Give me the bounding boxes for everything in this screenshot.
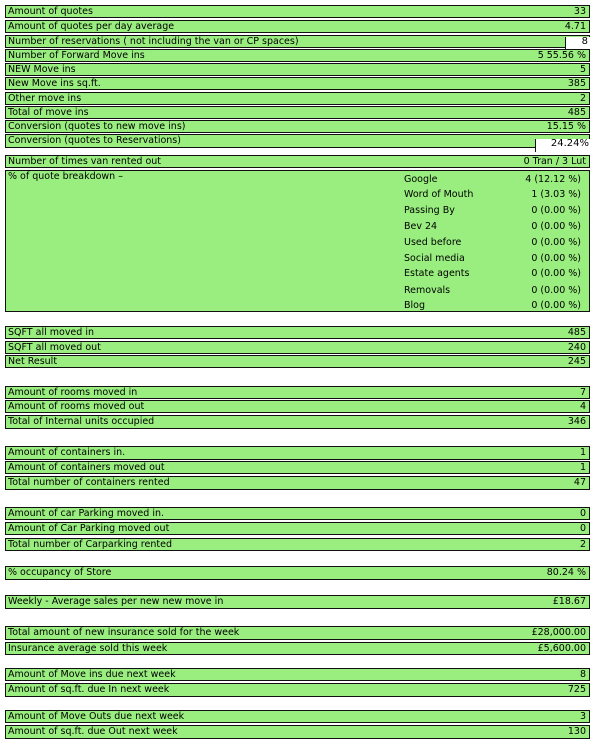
table-row <box>5 626 590 640</box>
row-label: Number of times van rented out <box>8 156 162 167</box>
table-row <box>5 120 590 133</box>
row-value: 2 <box>579 93 586 104</box>
breakdown-source: Used before <box>404 237 462 248</box>
table-row <box>5 326 590 339</box>
table-row <box>5 20 590 33</box>
row-value: 245 <box>567 356 586 367</box>
row-label: Amount of Move Outs due next week <box>8 711 185 722</box>
breakdown-source: Social media <box>404 253 465 264</box>
row-label: Number of Forward Move ins <box>8 50 145 61</box>
highlighted-cell[interactable] <box>565 37 590 49</box>
row-value: 1 <box>579 447 586 458</box>
row-label: Amount of quotes <box>8 6 93 17</box>
row-label: New Move ins sq.ft. <box>8 78 101 89</box>
table-row <box>5 522 590 535</box>
row-value: 346 <box>567 416 586 427</box>
row-label: Amount of Move ins due next week <box>8 669 176 680</box>
breakdown-value: 4 (12.12 %) <box>525 174 581 185</box>
table-row <box>5 49 590 62</box>
table-row <box>5 683 590 697</box>
table-row <box>5 77 590 90</box>
table-row <box>5 415 590 429</box>
table-row <box>5 155 590 168</box>
breakdown-value: 0 (0.00 %) <box>531 253 581 264</box>
table-row <box>5 63 590 76</box>
row-label: % of quote breakdown – <box>8 171 123 182</box>
row-value: 385 <box>567 78 586 89</box>
breakdown-value: 0 (0.00 %) <box>531 221 581 232</box>
row-value: 725 <box>567 684 586 695</box>
table-row <box>5 446 590 460</box>
row-value: 5 55.56 % <box>537 50 586 61</box>
row-value: 8 <box>581 36 588 47</box>
table-row <box>5 35 590 48</box>
row-value: 8 <box>579 669 586 680</box>
row-label: Amount of rooms moved out <box>8 401 145 412</box>
breakdown-value: 0 (0.00 %) <box>531 268 581 279</box>
breakdown-value: 0 (0.00 %) <box>531 300 581 311</box>
table-row <box>5 170 590 312</box>
row-label: Amount of containers in. <box>8 447 126 458</box>
table-row <box>5 386 590 399</box>
table-row <box>5 725 590 739</box>
row-value: 0 Tran / 3 Lut <box>523 156 586 167</box>
row-label: Amount of sq.ft. due In next week <box>8 684 170 695</box>
row-value: 130 <box>567 726 586 737</box>
row-value: 47 <box>573 477 586 488</box>
table-row <box>5 538 590 551</box>
table-row <box>5 566 590 580</box>
table-row <box>5 134 590 148</box>
row-label: Other move ins <box>8 93 82 104</box>
row-value: 15.15 % <box>546 121 586 132</box>
table-row <box>5 668 590 681</box>
row-value: 3 <box>579 711 586 722</box>
row-value: £5,600.00 <box>537 643 586 654</box>
table-row <box>5 642 590 655</box>
table-row <box>5 92 590 105</box>
breakdown-source: Word of Mouth <box>404 189 474 200</box>
row-label: Conversion (quotes to new move ins) <box>8 121 186 132</box>
row-value: £18.67 <box>552 596 586 607</box>
row-value: 24.24% <box>550 138 589 149</box>
breakdown-value: 0 (0.00 %) <box>531 285 581 296</box>
row-value: 80.24 % <box>546 567 586 578</box>
row-label: Total number of containers rented <box>8 477 170 488</box>
highlighted-cell[interactable] <box>535 139 591 152</box>
row-label: NEW Move ins <box>8 64 76 75</box>
table-row <box>5 355 590 368</box>
row-value: £28,000.00 <box>531 627 586 638</box>
row-value: 4 <box>579 401 586 412</box>
row-label: SQFT all moved out <box>8 342 101 353</box>
row-value: 0 <box>579 508 586 519</box>
breakdown-value: 0 (0.00 %) <box>531 205 581 216</box>
row-label: Total amount of new insurance sold for the week <box>8 627 240 638</box>
table-row <box>5 400 590 413</box>
table-row <box>5 595 590 609</box>
breakdown-source: Removals <box>404 285 451 296</box>
table-row <box>5 507 590 520</box>
row-value: 1 <box>579 462 586 473</box>
table-row <box>5 476 590 490</box>
row-value: 7 <box>579 387 586 398</box>
row-value: 0 <box>579 523 586 534</box>
row-label: Conversion (quotes to Reservations) <box>8 135 181 146</box>
row-label: Amount of rooms moved in <box>8 387 138 398</box>
row-label: SQFT all moved in <box>8 327 94 338</box>
breakdown-value: 1 (3.03 %) <box>531 189 581 200</box>
table-row <box>5 341 590 354</box>
breakdown-value: 0 (0.00 %) <box>531 237 581 248</box>
row-value: 485 <box>567 107 586 118</box>
row-label: Weekly - Average sales per new new move in <box>8 596 224 607</box>
row-label: Total of move ins <box>8 107 89 118</box>
row-label: Amount of containers moved out <box>8 462 165 473</box>
breakdown-source: Passing By <box>404 205 455 216</box>
breakdown-source: Google <box>404 174 438 185</box>
row-label: % occupancy of Store <box>8 567 112 578</box>
breakdown-source: Estate agents <box>404 268 470 279</box>
breakdown-source: Bev 24 <box>404 221 438 232</box>
row-value: 2 <box>579 539 586 550</box>
table-row <box>5 461 590 474</box>
row-label: Amount of car Parking moved in. <box>8 508 165 519</box>
breakdown-source: Blog <box>404 300 425 311</box>
row-label: Amount of quotes per day average <box>8 21 175 32</box>
row-value: 4.71 <box>564 21 586 32</box>
table-row <box>5 710 590 723</box>
row-value: 240 <box>567 342 586 353</box>
row-label: Total of Internal units occupied <box>8 416 155 427</box>
row-label: Amount of sq.ft. due Out next week <box>8 726 178 737</box>
table-row <box>5 5 590 18</box>
row-label: Net Result <box>8 356 58 367</box>
table-row <box>5 106 590 119</box>
row-label: Amount of Car Parking moved out <box>8 523 170 534</box>
row-label: Insurance average sold this week <box>8 643 168 654</box>
row-label: Total number of Carparking rented <box>8 539 172 550</box>
row-label: Number of reservations ( not including the van or CP spaces) <box>8 36 299 47</box>
row-value: 5 <box>579 64 586 75</box>
row-value: 485 <box>567 327 586 338</box>
row-value: 33 <box>573 6 586 17</box>
